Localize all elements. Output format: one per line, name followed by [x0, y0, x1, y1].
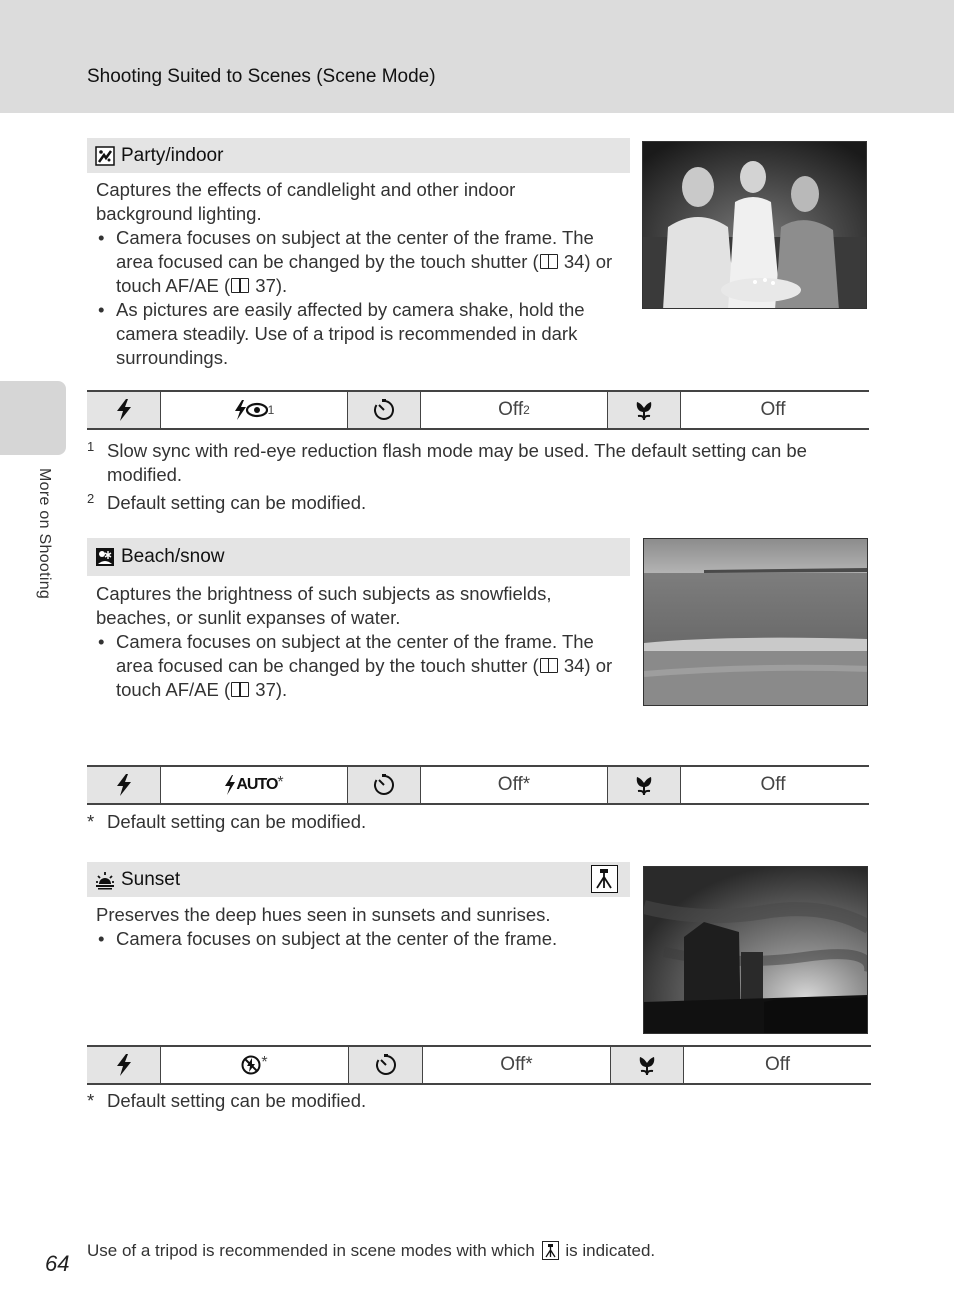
settings-table-sunset — [87, 1045, 871, 1085]
flash-icon — [115, 1054, 133, 1076]
page-number: 64 — [45, 1251, 70, 1276]
bullet-item — [96, 226, 631, 298]
timer-label-cell — [347, 767, 420, 803]
section-sunset-description — [96, 903, 631, 951]
footnote-text: Default setting can be modified. — [107, 492, 367, 513]
bullet-text: Camera focuses on subject at the center of the frame. The area focused can be changed by the touch shutter ( — [116, 631, 594, 676]
bullet-item: • Camera focuses on subject at the center of the frame. — [96, 927, 631, 951]
section-party-indoor-header — [87, 138, 630, 173]
timer-value: Off — [498, 399, 524, 420]
self-timer-icon — [373, 774, 395, 796]
section-title: Sunset — [121, 868, 181, 890]
macro-value-cell: Off — [680, 767, 865, 803]
footnote-text: Default setting can be modified. — [107, 1090, 367, 1111]
bullet-text: Camera focuses on subject at the center of the frame. The area focused can be changed by the touch shutter ( — [116, 227, 594, 272]
flash-label-cell — [87, 392, 160, 428]
footnote-text: Slow sync with red-eye reduction flash mode may be used. The default setting can be — [107, 440, 807, 461]
sunset-photo — [643, 866, 868, 1034]
footnote-mark: * — [87, 811, 95, 832]
footnotes-beach — [87, 810, 847, 834]
flash-off-icon — [241, 1055, 261, 1075]
flash-icon — [115, 399, 133, 421]
timer-footnote-mark: 2 — [523, 403, 530, 417]
section-sunset-header — [87, 862, 630, 897]
macro-icon — [633, 399, 655, 421]
section-title: Party/indoor — [121, 144, 224, 166]
footnotes-sunset — [87, 1089, 847, 1113]
description-text: Preserves the deep hues seen in sunsets and sunrises. — [96, 904, 551, 925]
section-title: Beach/snow — [121, 546, 225, 567]
self-timer-icon — [375, 1054, 397, 1076]
footnotes-party — [87, 435, 847, 515]
settings-table-beach — [87, 765, 869, 805]
bullet-text: 34) or touch AF/AE ( — [116, 251, 613, 296]
book-icon — [540, 658, 558, 673]
book-icon — [231, 682, 249, 697]
beach-snow-icon — [95, 547, 115, 567]
footnote-text: Default setting can be modified. — [107, 811, 367, 832]
party-indoor-photo — [642, 141, 867, 309]
bullet-text: 34) or touch AF/AE ( — [116, 655, 613, 700]
footnote — [87, 1089, 847, 1113]
self-timer-icon — [373, 399, 395, 421]
macro-icon — [633, 774, 655, 796]
footnote — [87, 810, 847, 834]
timer-value-cell: Off* — [422, 1047, 610, 1083]
section-beach-snow-header — [87, 538, 630, 576]
redeye-flash-icon — [234, 400, 268, 420]
footer-note — [87, 1241, 655, 1261]
footnote-mark: 1 — [87, 439, 95, 454]
macro-label-cell — [610, 1047, 683, 1083]
party-indoor-icon — [95, 146, 115, 166]
footnote-mark: 2 — [87, 491, 95, 506]
bullet-item: • As pictures are easily affected by camera shake, hold the camera steadily. Use of a tripod is recommended in dark surroundings. — [96, 298, 631, 370]
timer-label-cell — [348, 1047, 422, 1083]
flash-footnote-mark: 1 — [267, 403, 275, 417]
book-icon — [540, 254, 558, 269]
bullet-text: 37). — [250, 679, 288, 700]
flash-label-cell — [87, 767, 160, 803]
macro-icon — [636, 1054, 658, 1076]
macro-label-cell — [607, 767, 680, 803]
macro-value-cell: Off — [683, 1047, 871, 1083]
tripod-icon — [542, 1241, 559, 1260]
flash-auto-text: AUTO — [236, 776, 278, 793]
timer-value-cell — [420, 392, 607, 428]
footnote — [87, 435, 847, 463]
footnote — [87, 487, 847, 515]
section-party-description — [96, 178, 631, 370]
flash-label-cell — [87, 1047, 160, 1083]
section-beach-description — [96, 582, 631, 702]
book-icon — [231, 278, 249, 293]
flash-footnote-mark: * — [261, 1054, 268, 1071]
description-text: Captures the brightness of such subjects as snowfields, beaches, or sunlit expanses of water. — [96, 583, 552, 628]
sunset-icon — [95, 870, 115, 890]
flash-value-cell — [160, 767, 347, 803]
flash-value-cell — [160, 1047, 348, 1083]
beach-snow-photo — [643, 538, 868, 706]
header-band — [0, 0, 954, 113]
footnote-mark: * — [87, 1090, 95, 1111]
side-tab-label: More on Shooting — [36, 468, 53, 600]
settings-table-party — [87, 390, 869, 430]
page-header-title: Shooting Suited to Scenes (Scene Mode) — [87, 66, 436, 87]
flash-icon — [115, 774, 133, 796]
timer-value-cell: Off* — [420, 767, 607, 803]
description-text: Captures the effects of candlelight and other indoor background lighting. — [96, 179, 516, 224]
footnote-continuation: modified. — [107, 464, 183, 485]
bullet-item — [96, 630, 631, 702]
footer-note-text: Use of a tripod is recommended in scene modes with which — [87, 1241, 535, 1260]
macro-value-cell: Off — [680, 392, 865, 428]
footer-note-text: is indicated. — [565, 1241, 656, 1260]
flash-value-cell — [160, 392, 347, 428]
side-tab — [0, 381, 66, 455]
flash-footnote-mark: * — [277, 774, 284, 791]
macro-label-cell — [607, 392, 680, 428]
bullet-text: 37). — [250, 275, 288, 296]
timer-label-cell — [347, 392, 420, 428]
tripod-icon — [591, 865, 618, 893]
flash-auto-icon — [224, 775, 236, 795]
